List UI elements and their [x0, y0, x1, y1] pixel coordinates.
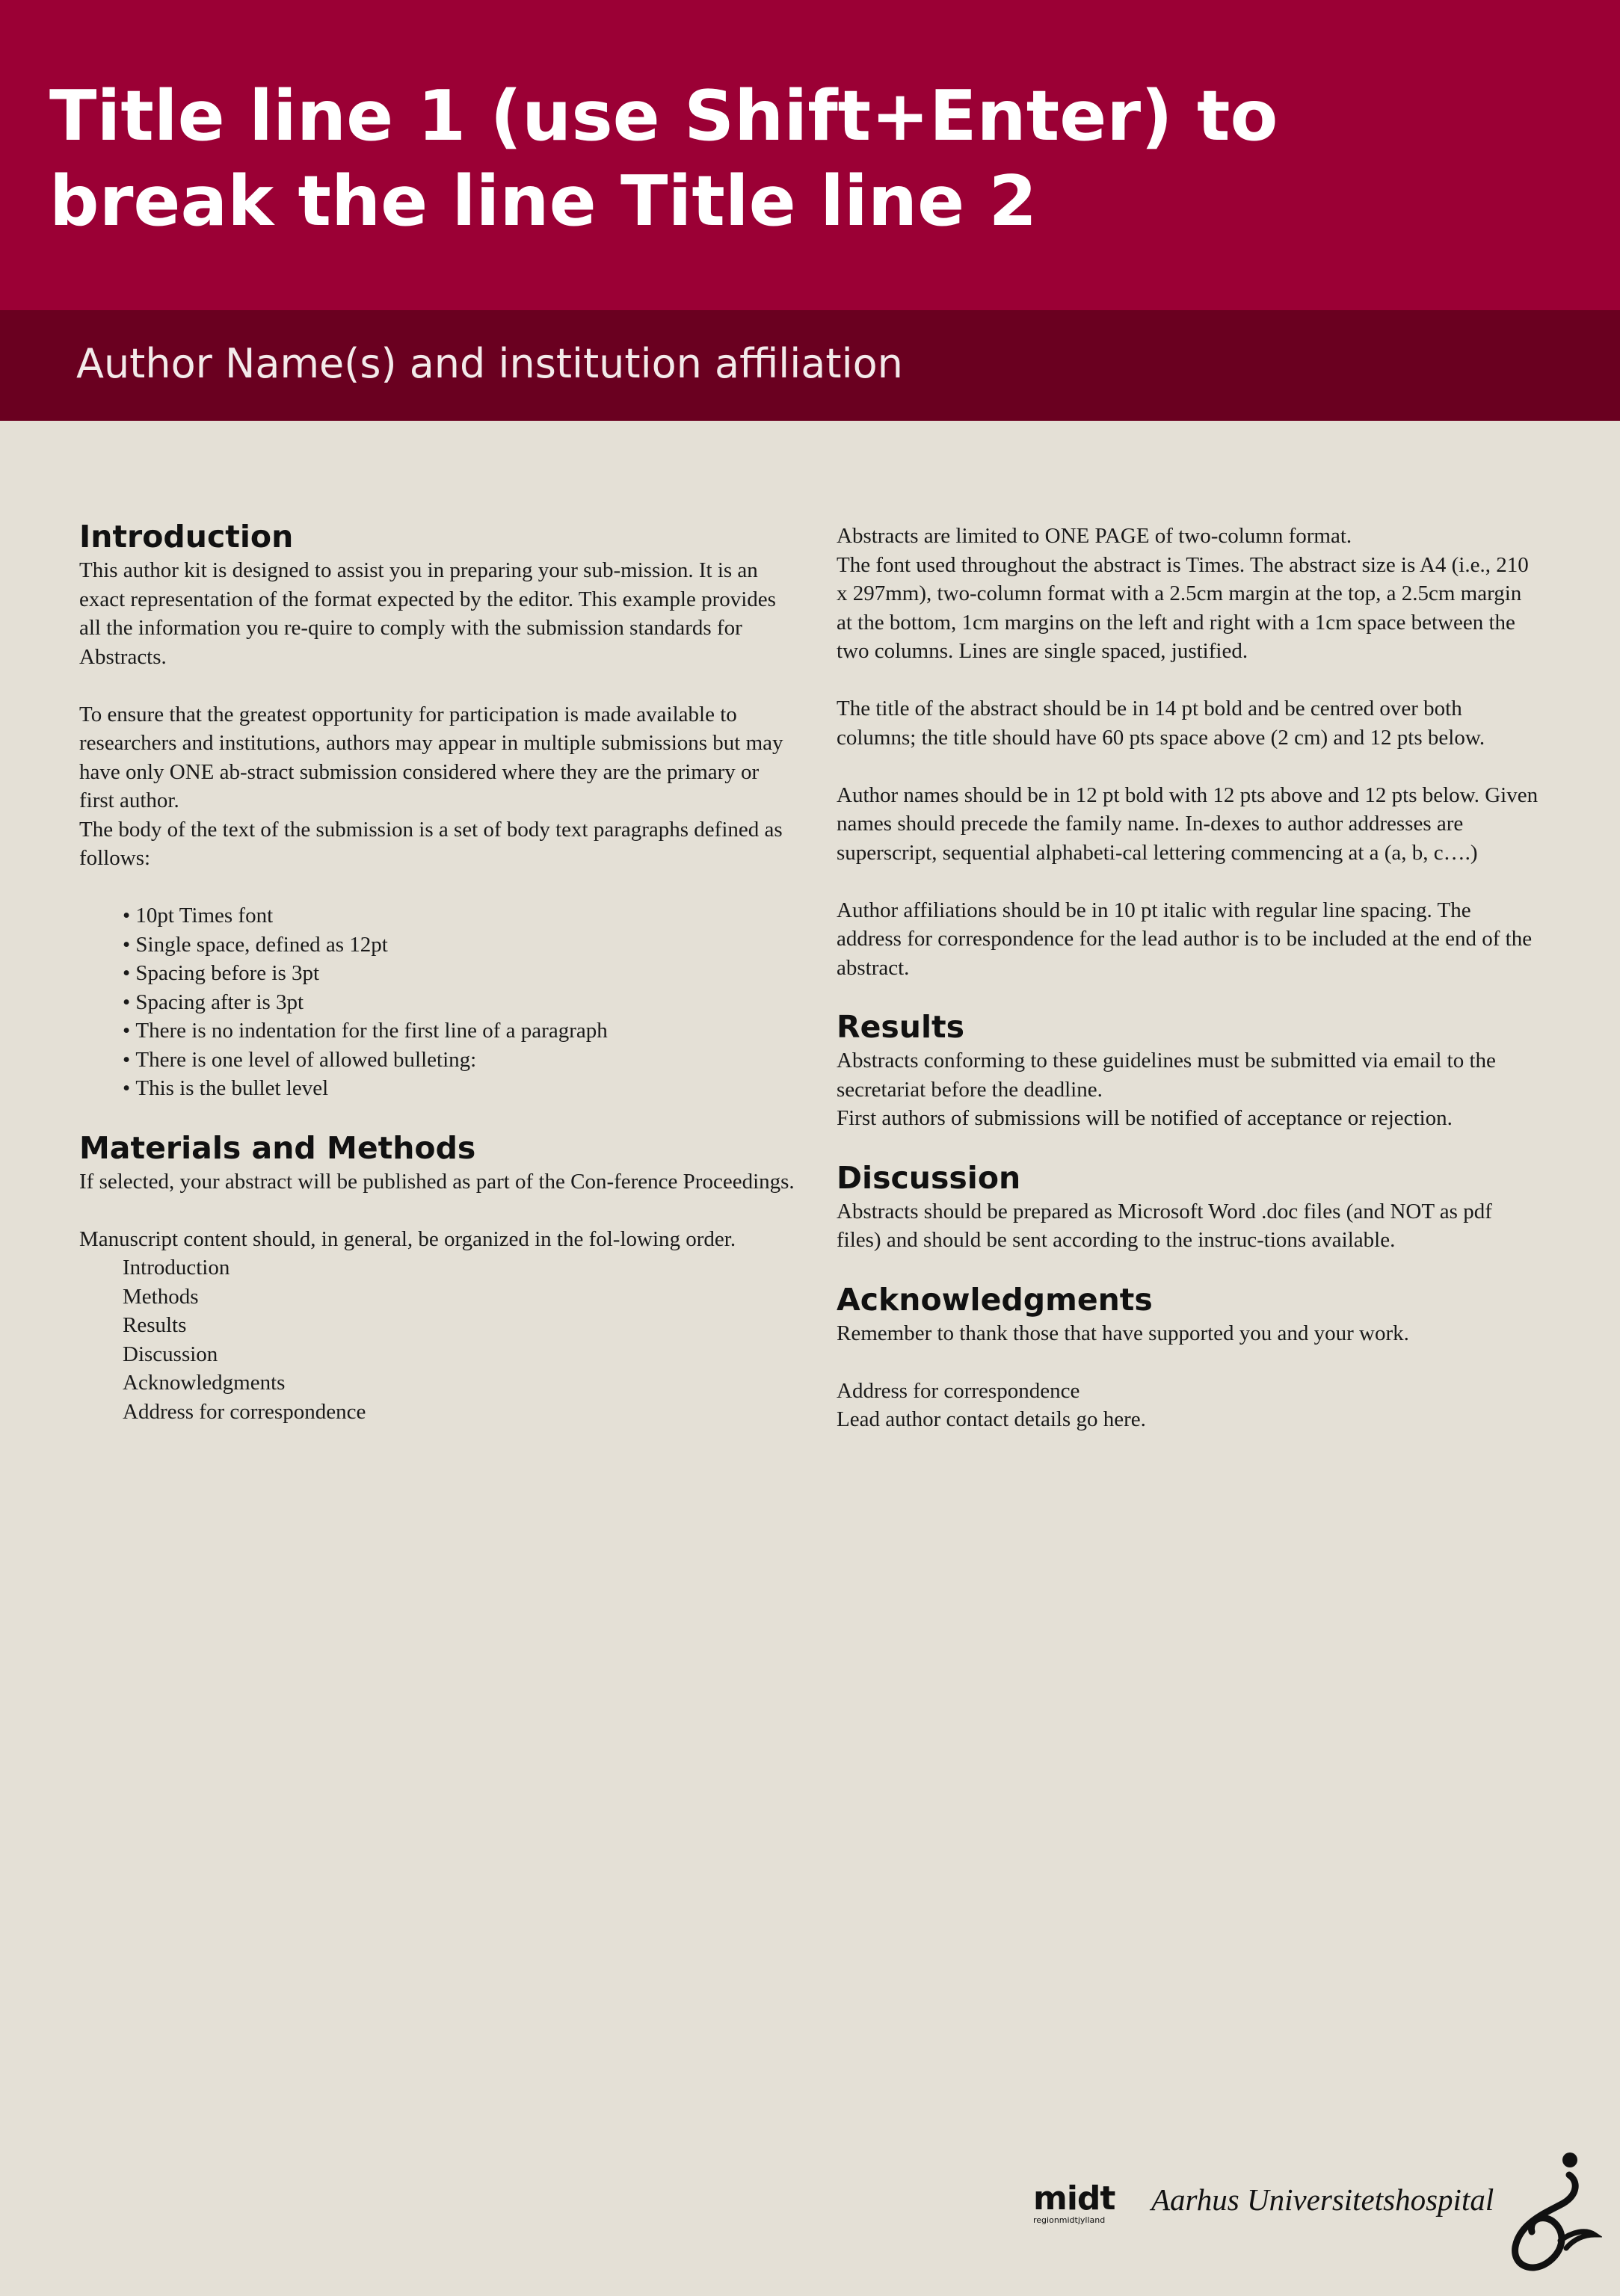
section-order-list — [79, 1253, 797, 1426]
author-banner — [0, 310, 1620, 421]
discussion-heading: Discussion — [837, 1159, 1021, 1196]
format-paragraph-5: Author affiliations should be in 10 pt italic with regular line spacing. The address for correspondence for the lead author is to be included at the end of the abstract. — [837, 898, 1533, 980]
order-item: Acknowledgments — [123, 1371, 286, 1395]
introduction-paragraph-1: This author kit is designed to assist you in preparing your sub-mission. It is an exact representation of the format expected by the editor. This example provides all the information you re-quire to comply with the submission standards for Abstracts. — [79, 558, 776, 669]
bullet-item: • There is one level of allowed bulleting: — [123, 1046, 797, 1075]
results-paragraph-2: First authors of submissions will be notified of acceptance or rejection. — [837, 1106, 1453, 1130]
order-item: Methods — [123, 1284, 199, 1309]
acknowledgments-heading: Acknowledgments — [837, 1281, 1153, 1318]
bullet-item: • Spacing after is 3pt — [123, 988, 797, 1017]
left-column — [79, 517, 797, 1426]
order-item: Results — [123, 1313, 187, 1337]
correspondence-details: Lead author contact details go here. — [837, 1407, 1146, 1431]
format-bullet-list — [79, 901, 797, 1103]
bullet-item: • There is no indentation for the first line of a paragraph — [123, 1016, 797, 1046]
hospital-name: Aarhus Universitetshospital — [1151, 2182, 1494, 2217]
author-affiliation: Author Name(s) and institution affiliation — [76, 340, 903, 387]
right-column — [837, 517, 1539, 1434]
bullet-item: • 10pt Times font — [123, 901, 797, 931]
title-line-2: break the line Title line 2 — [49, 161, 1038, 241]
introduction-paragraph-3: The body of the text of the submission is a set of body text paragraphs defined as follows: — [79, 817, 783, 870]
bullet-item: • Spacing before is 3pt — [123, 959, 797, 988]
discussion-paragraph-1: Abstracts should be prepared as Microsoft Word .doc files (and NOT as pdf files) and should be sent according to the instruc-tions available. — [837, 1199, 1492, 1252]
title-line-1: Title line 1 (use Shift+Enter) to — [49, 75, 1278, 156]
format-paragraph-3: The title of the abstract should be in 14 pt bold and be centred over both columns; the title should have 60 pts space above (2 cm) and 12 pts below. — [837, 697, 1485, 750]
title-banner — [0, 0, 1620, 310]
format-paragraph-2: The font used throughout the abstract is Times. The abstract size is A4 (i.e., 210 x 297mm), two-column format with a 2.5cm margin at the top, a 2.5cm margin at the bottom, 1cm margins on the left and right with a 1cm space between the two columns. Lines are single spaced, justified. — [837, 552, 1529, 663]
results-heading: Results — [837, 1009, 965, 1045]
order-item: Introduction — [123, 1256, 230, 1280]
acknowledgments-paragraph-1: Remember to thank those that have supported you and your work. — [837, 1321, 1409, 1345]
order-item: Address for correspondence — [123, 1399, 366, 1424]
order-item: Discussion — [123, 1342, 218, 1366]
results-paragraph-1: Abstracts conforming to these guidelines must be submitted via email to the secretariat before the deadline. — [837, 1049, 1496, 1102]
methods-paragraph-2: Manuscript content should, in general, be organized in the fol-lowing order. — [79, 1226, 736, 1251]
format-paragraph-4: Author names should be in 12 pt bold with 12 pts above and 12 pts below. Given names should precede the family name. In-dexes to author addresses are superscript, sequential alphabeti-cal lettering commencing at a (a, b, c….) — [837, 783, 1539, 865]
introduction-paragraph-2: To ensure that the greatest opportunity for participation is made available to researchers and institutions, authors may appear in multiple submissions but may have only ONE ab-stract submission considered where they are the primary or first author. — [79, 702, 783, 812]
introduction-heading: Introduction — [79, 519, 294, 555]
poster-title — [49, 73, 1544, 244]
bullet-item: • This is the bullet level — [123, 1074, 797, 1103]
methods-heading: Materials and Methods — [79, 1129, 476, 1166]
region-midt-logo-subtitle: regionmidtjylland — [1033, 2215, 1106, 2225]
bullet-item: • Single space, defined as 12pt — [123, 931, 797, 960]
region-midt-logo — [1033, 2179, 1123, 2226]
correspondence-label: Address for correspondence — [837, 1378, 1080, 1403]
hospital-emblem-icon — [1497, 2151, 1602, 2278]
region-midt-logo-word: midt — [1033, 2179, 1115, 2218]
format-paragraph-1: Abstracts are limited to ONE PAGE of two-column format. — [837, 524, 1352, 548]
methods-paragraph-1: If selected, your abstract will be published as part of the Con-ference Proceedings. — [79, 1169, 795, 1194]
